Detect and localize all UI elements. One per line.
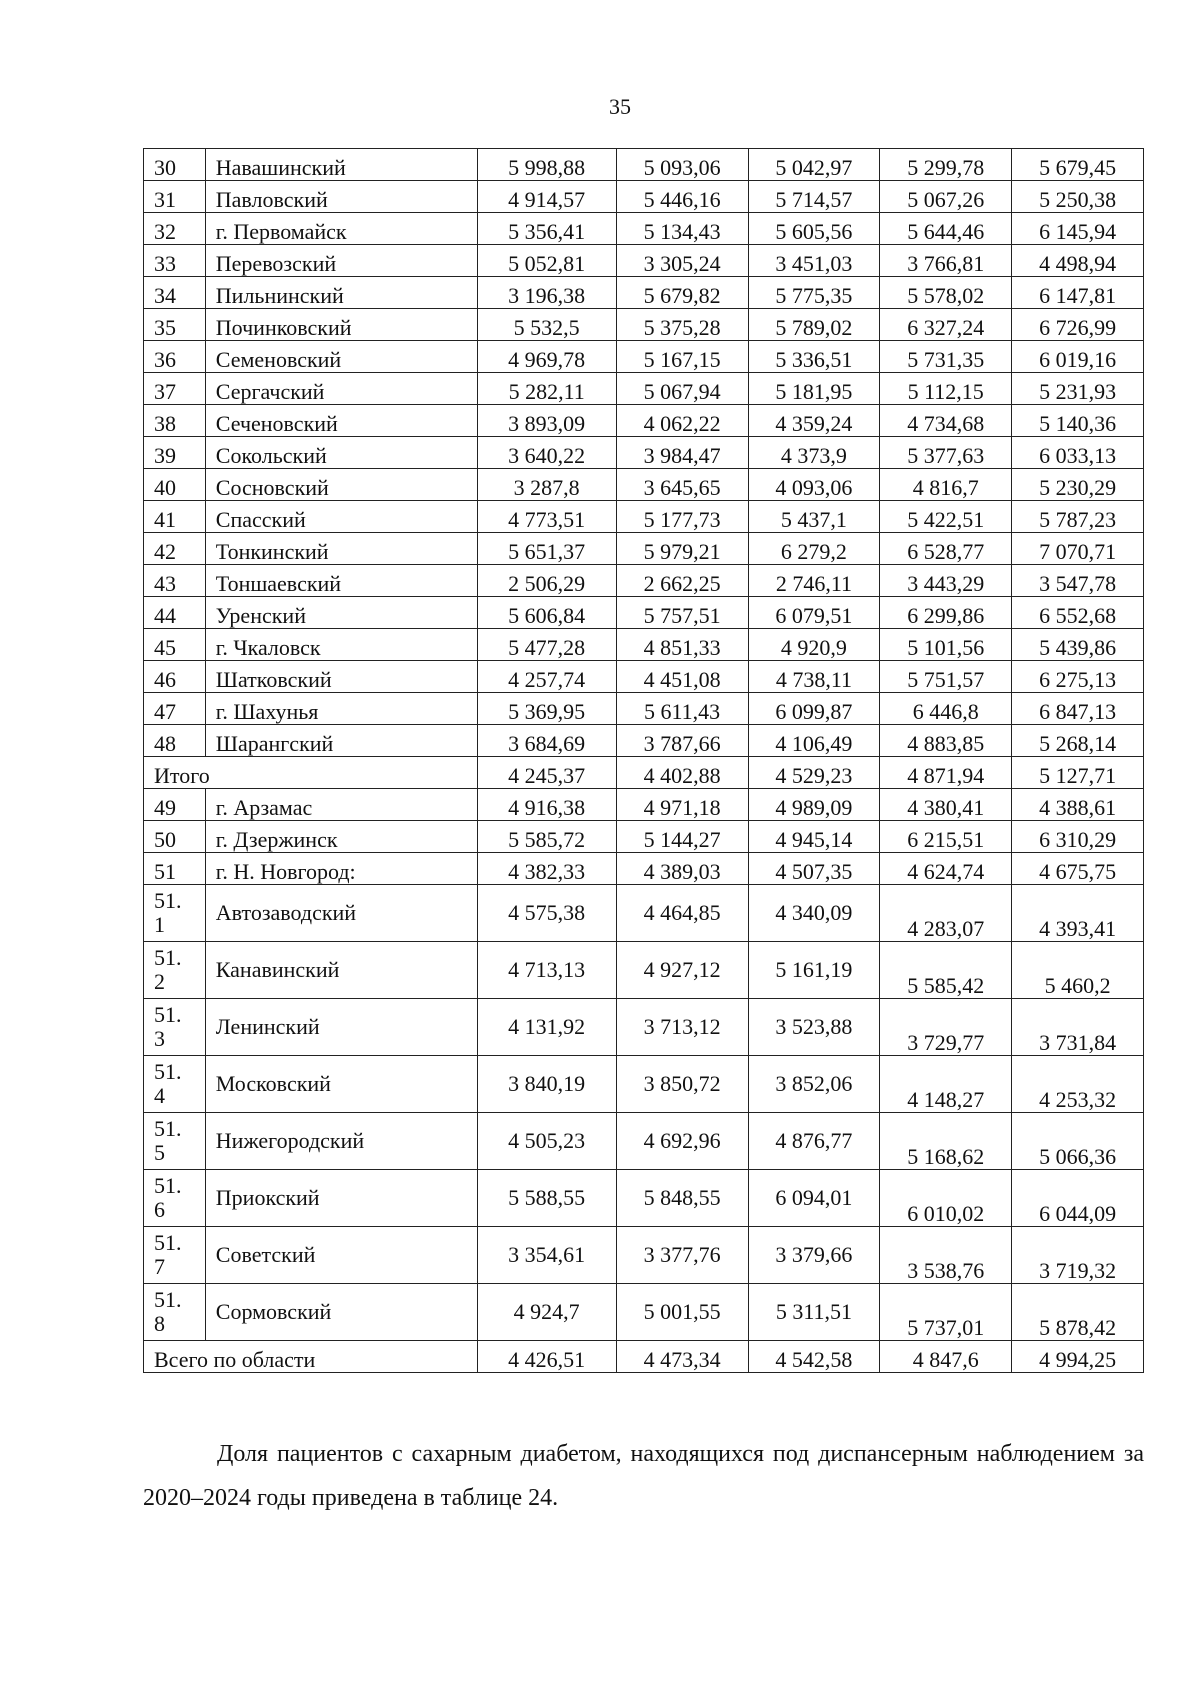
value-cell: 6 019,16 <box>1012 341 1144 373</box>
value-cell: 6 044,09 <box>1012 1170 1144 1227</box>
table-row <box>144 821 1144 853</box>
value-cell: 4 927,12 <box>616 942 748 999</box>
value-cell: 5 437,1 <box>748 501 880 533</box>
value-cell: 6 310,29 <box>1012 821 1144 853</box>
table-row <box>144 693 1144 725</box>
value-cell: 3 984,47 <box>616 437 748 469</box>
row-number: 34 <box>144 277 206 309</box>
row-number-part: 51. <box>154 1173 182 1198</box>
table-row <box>144 181 1144 213</box>
table-row <box>144 149 1144 181</box>
district-name: Автозаводский <box>205 885 477 942</box>
value-cell: 4 575,38 <box>477 885 616 942</box>
value-cell: 5 751,57 <box>880 661 1012 693</box>
table-row <box>144 853 1144 885</box>
district-name: г. Дзержинск <box>205 821 477 853</box>
value-cell: 3 547,78 <box>1012 565 1144 597</box>
row-number-part: 7 <box>154 1254 165 1279</box>
value-cell: 4 062,22 <box>616 405 748 437</box>
value-cell: 3 640,22 <box>477 437 616 469</box>
value-cell: 3 719,32 <box>1012 1227 1144 1284</box>
row-number <box>144 942 206 999</box>
district-name: Тонкинский <box>205 533 477 565</box>
district-name: Починковский <box>205 309 477 341</box>
value-cell: 5 679,82 <box>616 277 748 309</box>
table-row <box>144 245 1144 277</box>
row-number-part: 51. <box>154 1287 182 1312</box>
row-number: 41 <box>144 501 206 533</box>
value-cell: 4 359,24 <box>748 405 880 437</box>
value-cell: 5 067,94 <box>616 373 748 405</box>
table-row <box>144 1056 1144 1113</box>
value-cell: 5 439,86 <box>1012 629 1144 661</box>
row-number: 46 <box>144 661 206 693</box>
value-cell: 4 505,23 <box>477 1113 616 1170</box>
value-cell: 3 731,84 <box>1012 999 1144 1056</box>
value-cell: 3 305,24 <box>616 245 748 277</box>
value-cell: 5 588,55 <box>477 1170 616 1227</box>
value-cell: 5 067,26 <box>880 181 1012 213</box>
summary-label: Итого <box>144 757 478 789</box>
value-cell: 5 605,56 <box>748 213 880 245</box>
row-number: 51 <box>144 853 206 885</box>
value-cell: 4 989,09 <box>748 789 880 821</box>
value-cell: 4 883,85 <box>880 725 1012 757</box>
value-cell: 5 101,56 <box>880 629 1012 661</box>
value-cell: 5 230,29 <box>1012 469 1144 501</box>
value-cell: 5 231,93 <box>1012 373 1144 405</box>
value-cell: 4 994,25 <box>1012 1341 1144 1373</box>
row-number-part: 5 <box>154 1140 165 1165</box>
value-cell: 5 336,51 <box>748 341 880 373</box>
page-number: 35 <box>609 94 631 119</box>
value-cell: 3 523,88 <box>748 999 880 1056</box>
value-cell: 4 131,92 <box>477 999 616 1056</box>
value-cell: 5 737,01 <box>880 1284 1012 1341</box>
table-row <box>144 405 1144 437</box>
district-name: Уренский <box>205 597 477 629</box>
district-name: Спасский <box>205 501 477 533</box>
value-cell: 4 914,57 <box>477 181 616 213</box>
value-cell: 4 451,08 <box>616 661 748 693</box>
value-cell: 5 585,42 <box>880 942 1012 999</box>
table-row <box>144 501 1144 533</box>
value-cell: 3 443,29 <box>880 565 1012 597</box>
row-number-part: 51. <box>154 1116 182 1141</box>
value-cell: 6 147,81 <box>1012 277 1144 309</box>
value-cell: 3 684,69 <box>477 725 616 757</box>
value-cell: 4 924,7 <box>477 1284 616 1341</box>
value-cell: 3 713,12 <box>616 999 748 1056</box>
district-name: Канавинский <box>205 942 477 999</box>
district-name: Шатковский <box>205 661 477 693</box>
row-number-part: 51. <box>154 1002 182 1027</box>
value-cell: 5 042,97 <box>748 149 880 181</box>
value-cell: 5 144,27 <box>616 821 748 853</box>
district-name: г. Шахунья <box>205 693 477 725</box>
value-cell: 4 389,03 <box>616 853 748 885</box>
value-cell: 4 773,51 <box>477 501 616 533</box>
value-cell: 5 714,57 <box>748 181 880 213</box>
district-name: Советский <box>205 1227 477 1284</box>
value-cell: 6 033,13 <box>1012 437 1144 469</box>
value-cell: 3 766,81 <box>880 245 1012 277</box>
row-number: 36 <box>144 341 206 373</box>
row-number: 43 <box>144 565 206 597</box>
value-cell: 4 382,33 <box>477 853 616 885</box>
table-row <box>144 629 1144 661</box>
value-cell: 4 106,49 <box>748 725 880 757</box>
row-number: 48 <box>144 725 206 757</box>
value-cell: 3 893,09 <box>477 405 616 437</box>
summary-label: Всего по области <box>144 1341 478 1373</box>
row-number <box>144 1170 206 1227</box>
value-cell: 6 299,86 <box>880 597 1012 629</box>
value-cell: 3 852,06 <box>748 1056 880 1113</box>
table-row <box>144 1170 1144 1227</box>
value-cell: 5 066,36 <box>1012 1113 1144 1170</box>
value-cell: 3 287,8 <box>477 469 616 501</box>
value-cell: 5 651,37 <box>477 533 616 565</box>
value-cell: 4 542,58 <box>748 1341 880 1373</box>
table-row <box>144 1113 1144 1170</box>
value-cell: 5 093,06 <box>616 149 748 181</box>
value-cell: 5 532,5 <box>477 309 616 341</box>
value-cell: 3 451,03 <box>748 245 880 277</box>
value-cell: 5 679,45 <box>1012 149 1144 181</box>
value-cell: 4 340,09 <box>748 885 880 942</box>
district-name: Сосновский <box>205 469 477 501</box>
table-row <box>144 277 1144 309</box>
value-cell: 4 093,06 <box>748 469 880 501</box>
value-cell: 4 624,74 <box>880 853 1012 885</box>
value-cell: 3 645,65 <box>616 469 748 501</box>
district-name: Сормовский <box>205 1284 477 1341</box>
value-cell: 5 757,51 <box>616 597 748 629</box>
row-number: 30 <box>144 149 206 181</box>
row-number: 33 <box>144 245 206 277</box>
table-row <box>144 1227 1144 1284</box>
value-cell: 5 299,78 <box>880 149 1012 181</box>
value-cell: 7 070,71 <box>1012 533 1144 565</box>
value-cell: 4 253,32 <box>1012 1056 1144 1113</box>
district-name: Ленинский <box>205 999 477 1056</box>
table-row <box>144 597 1144 629</box>
statistics-table <box>143 148 1144 1373</box>
row-number-part: 6 <box>154 1197 165 1222</box>
value-cell: 5 460,2 <box>1012 942 1144 999</box>
table-row <box>144 213 1144 245</box>
table-row <box>144 885 1144 942</box>
value-cell: 5 001,55 <box>616 1284 748 1341</box>
table-row <box>144 999 1144 1056</box>
value-cell: 5 375,28 <box>616 309 748 341</box>
body-paragraph: Доля пациентов с сахарным диабетом, находящихся под диспансерным наблюдением за 2020–2024 годы приведена в таблице 24. <box>143 1441 1144 1511</box>
value-cell: 5 585,72 <box>477 821 616 853</box>
value-cell: 5 787,23 <box>1012 501 1144 533</box>
value-cell: 5 268,14 <box>1012 725 1144 757</box>
value-cell: 5 422,51 <box>880 501 1012 533</box>
value-cell: 6 094,01 <box>748 1170 880 1227</box>
district-name: Сеченовский <box>205 405 477 437</box>
row-number: 44 <box>144 597 206 629</box>
value-cell: 2 746,11 <box>748 565 880 597</box>
row-number: 42 <box>144 533 206 565</box>
district-name: г. Первомайск <box>205 213 477 245</box>
value-cell: 4 498,94 <box>1012 245 1144 277</box>
row-number: 45 <box>144 629 206 661</box>
value-cell: 5 181,95 <box>748 373 880 405</box>
value-cell: 4 713,13 <box>477 942 616 999</box>
value-cell: 5 140,36 <box>1012 405 1144 437</box>
table-row <box>144 309 1144 341</box>
row-number-part: 8 <box>154 1311 165 1336</box>
value-cell: 5 578,02 <box>880 277 1012 309</box>
table-row <box>144 341 1144 373</box>
value-cell: 6 279,2 <box>748 533 880 565</box>
district-name: г. Н. Новгород: <box>205 853 477 885</box>
row-number: 49 <box>144 789 206 821</box>
value-cell: 6 010,02 <box>880 1170 1012 1227</box>
value-cell: 3 538,76 <box>880 1227 1012 1284</box>
value-cell: 6 099,87 <box>748 693 880 725</box>
row-number-part: 51. <box>154 945 182 970</box>
district-name: Павловский <box>205 181 477 213</box>
value-cell: 3 850,72 <box>616 1056 748 1113</box>
value-cell: 4 675,75 <box>1012 853 1144 885</box>
value-cell: 6 275,13 <box>1012 661 1144 693</box>
district-name: г. Арзамас <box>205 789 477 821</box>
value-cell: 5 644,46 <box>880 213 1012 245</box>
value-cell: 5 606,84 <box>477 597 616 629</box>
value-cell: 4 920,9 <box>748 629 880 661</box>
value-cell: 4 402,88 <box>616 757 748 789</box>
value-cell: 6 215,51 <box>880 821 1012 853</box>
district-name: Семеновский <box>205 341 477 373</box>
row-number <box>144 999 206 1056</box>
row-number: 31 <box>144 181 206 213</box>
table-row <box>144 469 1144 501</box>
row-number <box>144 1113 206 1170</box>
value-cell: 5 789,02 <box>748 309 880 341</box>
row-number: 50 <box>144 821 206 853</box>
table-body <box>144 149 1144 1373</box>
value-cell: 6 327,24 <box>880 309 1012 341</box>
value-cell: 5 177,73 <box>616 501 748 533</box>
value-cell: 4 283,07 <box>880 885 1012 942</box>
table-row <box>144 725 1144 757</box>
value-cell: 5 979,21 <box>616 533 748 565</box>
value-cell: 4 464,85 <box>616 885 748 942</box>
table-row <box>144 373 1144 405</box>
value-cell: 5 282,11 <box>477 373 616 405</box>
district-name: Навашинский <box>205 149 477 181</box>
value-cell: 4 734,68 <box>880 405 1012 437</box>
value-cell: 6 552,68 <box>1012 597 1144 629</box>
row-number <box>144 1284 206 1341</box>
value-cell: 3 787,66 <box>616 725 748 757</box>
value-cell: 2 662,25 <box>616 565 748 597</box>
value-cell: 4 148,27 <box>880 1056 1012 1113</box>
value-cell: 6 847,13 <box>1012 693 1144 725</box>
row-number: 35 <box>144 309 206 341</box>
value-cell: 4 388,61 <box>1012 789 1144 821</box>
row-number <box>144 885 206 942</box>
value-cell: 4 971,18 <box>616 789 748 821</box>
value-cell: 3 729,77 <box>880 999 1012 1056</box>
value-cell: 5 446,16 <box>616 181 748 213</box>
value-cell: 5 311,51 <box>748 1284 880 1341</box>
value-cell: 5 731,35 <box>880 341 1012 373</box>
row-number: 47 <box>144 693 206 725</box>
value-cell: 5 167,15 <box>616 341 748 373</box>
row-number-part: 1 <box>154 912 165 937</box>
row-number: 37 <box>144 373 206 405</box>
district-name: Перевозский <box>205 245 477 277</box>
value-cell: 4 507,35 <box>748 853 880 885</box>
value-cell: 5 998,88 <box>477 149 616 181</box>
value-cell: 6 079,51 <box>748 597 880 629</box>
value-cell: 6 528,77 <box>880 533 1012 565</box>
value-cell: 4 692,96 <box>616 1113 748 1170</box>
row-number-part: 51. <box>154 1230 182 1255</box>
value-cell: 3 840,19 <box>477 1056 616 1113</box>
row-number-part: 4 <box>154 1083 165 1108</box>
district-name: Сергачский <box>205 373 477 405</box>
value-cell: 4 876,77 <box>748 1113 880 1170</box>
value-cell: 5 168,62 <box>880 1113 1012 1170</box>
value-cell: 4 473,34 <box>616 1341 748 1373</box>
value-cell: 4 380,41 <box>880 789 1012 821</box>
value-cell: 5 878,42 <box>1012 1284 1144 1341</box>
district-name: Пильнинский <box>205 277 477 309</box>
value-cell: 4 945,14 <box>748 821 880 853</box>
table-row <box>144 437 1144 469</box>
row-number-part: 51. <box>154 888 182 913</box>
district-name: Приокский <box>205 1170 477 1227</box>
table-row <box>144 942 1144 999</box>
row-number-part: 3 <box>154 1026 165 1051</box>
value-cell: 5 134,43 <box>616 213 748 245</box>
value-cell: 5 356,41 <box>477 213 616 245</box>
value-cell: 4 257,74 <box>477 661 616 693</box>
value-cell: 3 354,61 <box>477 1227 616 1284</box>
district-name: г. Чкаловск <box>205 629 477 661</box>
value-cell: 4 851,33 <box>616 629 748 661</box>
value-cell: 3 379,66 <box>748 1227 880 1284</box>
value-cell: 3 377,76 <box>616 1227 748 1284</box>
value-cell: 4 529,23 <box>748 757 880 789</box>
row-number <box>144 1227 206 1284</box>
value-cell: 5 250,38 <box>1012 181 1144 213</box>
value-cell: 6 145,94 <box>1012 213 1144 245</box>
value-cell: 5 161,19 <box>748 942 880 999</box>
value-cell: 4 245,37 <box>477 757 616 789</box>
district-name: Сокольский <box>205 437 477 469</box>
value-cell: 4 847,6 <box>880 1341 1012 1373</box>
row-number: 39 <box>144 437 206 469</box>
row-number: 38 <box>144 405 206 437</box>
value-cell: 5 112,15 <box>880 373 1012 405</box>
value-cell: 5 127,71 <box>1012 757 1144 789</box>
total-row <box>144 1341 1144 1373</box>
table-row <box>144 1284 1144 1341</box>
table-row <box>144 533 1144 565</box>
value-cell: 4 816,7 <box>880 469 1012 501</box>
district-name: Шарангский <box>205 725 477 757</box>
value-cell: 5 848,55 <box>616 1170 748 1227</box>
row-number-part: 51. <box>154 1059 182 1084</box>
value-cell: 4 969,78 <box>477 341 616 373</box>
value-cell: 5 369,95 <box>477 693 616 725</box>
value-cell: 4 426,51 <box>477 1341 616 1373</box>
district-name: Нижегородский <box>205 1113 477 1170</box>
row-number: 40 <box>144 469 206 501</box>
value-cell: 5 377,63 <box>880 437 1012 469</box>
value-cell: 4 871,94 <box>880 757 1012 789</box>
table-row <box>144 565 1144 597</box>
row-number: 32 <box>144 213 206 245</box>
value-cell: 5 477,28 <box>477 629 616 661</box>
district-name: Тоншаевский <box>205 565 477 597</box>
table-row <box>144 789 1144 821</box>
value-cell: 4 373,9 <box>748 437 880 469</box>
district-name: Московский <box>205 1056 477 1113</box>
value-cell: 6 446,8 <box>880 693 1012 725</box>
row-number-part: 2 <box>154 969 165 994</box>
value-cell: 5 611,43 <box>616 693 748 725</box>
value-cell: 6 726,99 <box>1012 309 1144 341</box>
value-cell: 3 196,38 <box>477 277 616 309</box>
value-cell: 5 052,81 <box>477 245 616 277</box>
row-number <box>144 1056 206 1113</box>
value-cell: 4 738,11 <box>748 661 880 693</box>
value-cell: 5 775,35 <box>748 277 880 309</box>
table-row <box>144 661 1144 693</box>
value-cell: 2 506,29 <box>477 565 616 597</box>
value-cell: 4 393,41 <box>1012 885 1144 942</box>
subtotal-row <box>144 757 1144 789</box>
value-cell: 4 916,38 <box>477 789 616 821</box>
